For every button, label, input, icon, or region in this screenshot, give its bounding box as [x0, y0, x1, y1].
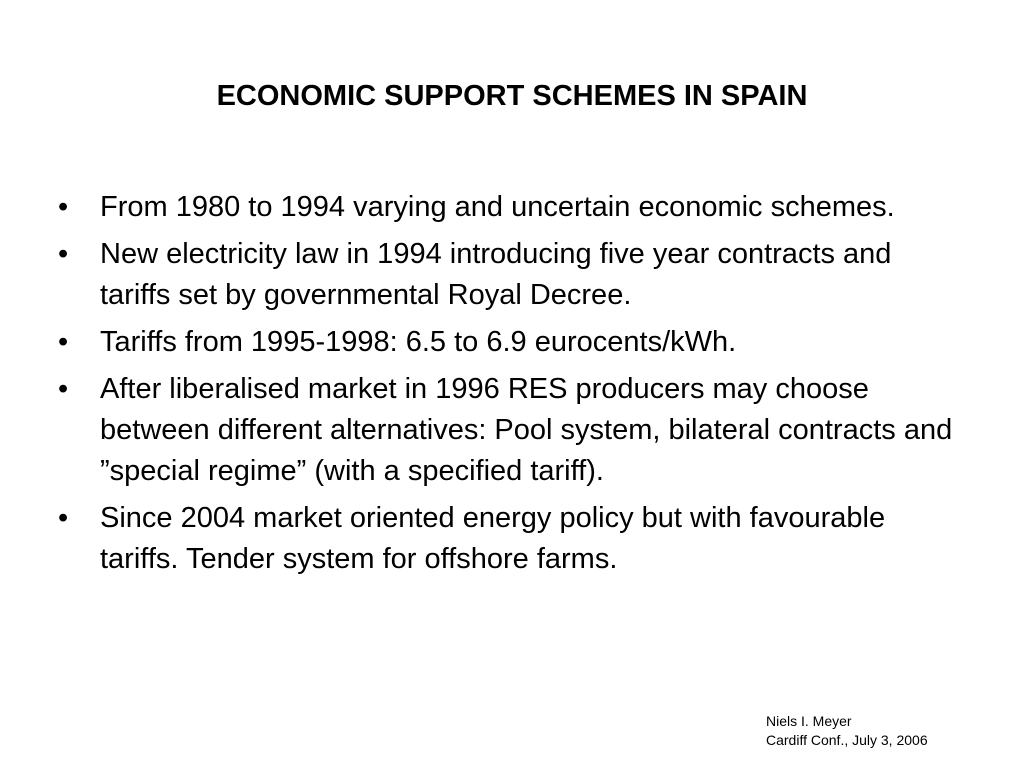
slide-title: ECONOMIC SUPPORT SCHEMES IN SPAIN [216, 80, 808, 112]
bullet-marker: • [58, 373, 69, 405]
footer-event: Cardiff Conf., July 3, 2006 [766, 732, 928, 748]
bullet-item [58, 369, 958, 492]
bullet-marker: • [58, 238, 69, 270]
bullet-text: Tariffs from 1995-1998: 6.5 to 6.9 eurocents/kWh. [100, 326, 737, 358]
bullet-marker: • [58, 326, 69, 358]
bullet-list [58, 187, 958, 586]
bullet-text: From 1980 to 1994 varying and uncertain economic schemes. [100, 191, 895, 223]
bullet-text: Since 2004 market oriented energy policy but with favourable tariffs. Tender system for offshore farms. [100, 502, 886, 575]
bullet-item [58, 187, 958, 228]
bullet-item [58, 498, 958, 580]
footer-credit [766, 712, 928, 750]
bullet-marker: • [58, 191, 69, 223]
bullet-text: New electricity law in 1994 introducing five year contracts and tariffs set by governmental Royal Decree. [100, 238, 892, 311]
bullet-item [58, 234, 958, 316]
bullet-text: After liberalised market in 1996 RES producers may choose between different alternatives: Pool system, bilateral contracts and ”special regime” (with a specified tariff). [100, 373, 953, 487]
bullet-item [58, 322, 958, 363]
bullet-marker: • [58, 502, 69, 534]
footer-author: Niels I. Meyer [766, 713, 852, 729]
